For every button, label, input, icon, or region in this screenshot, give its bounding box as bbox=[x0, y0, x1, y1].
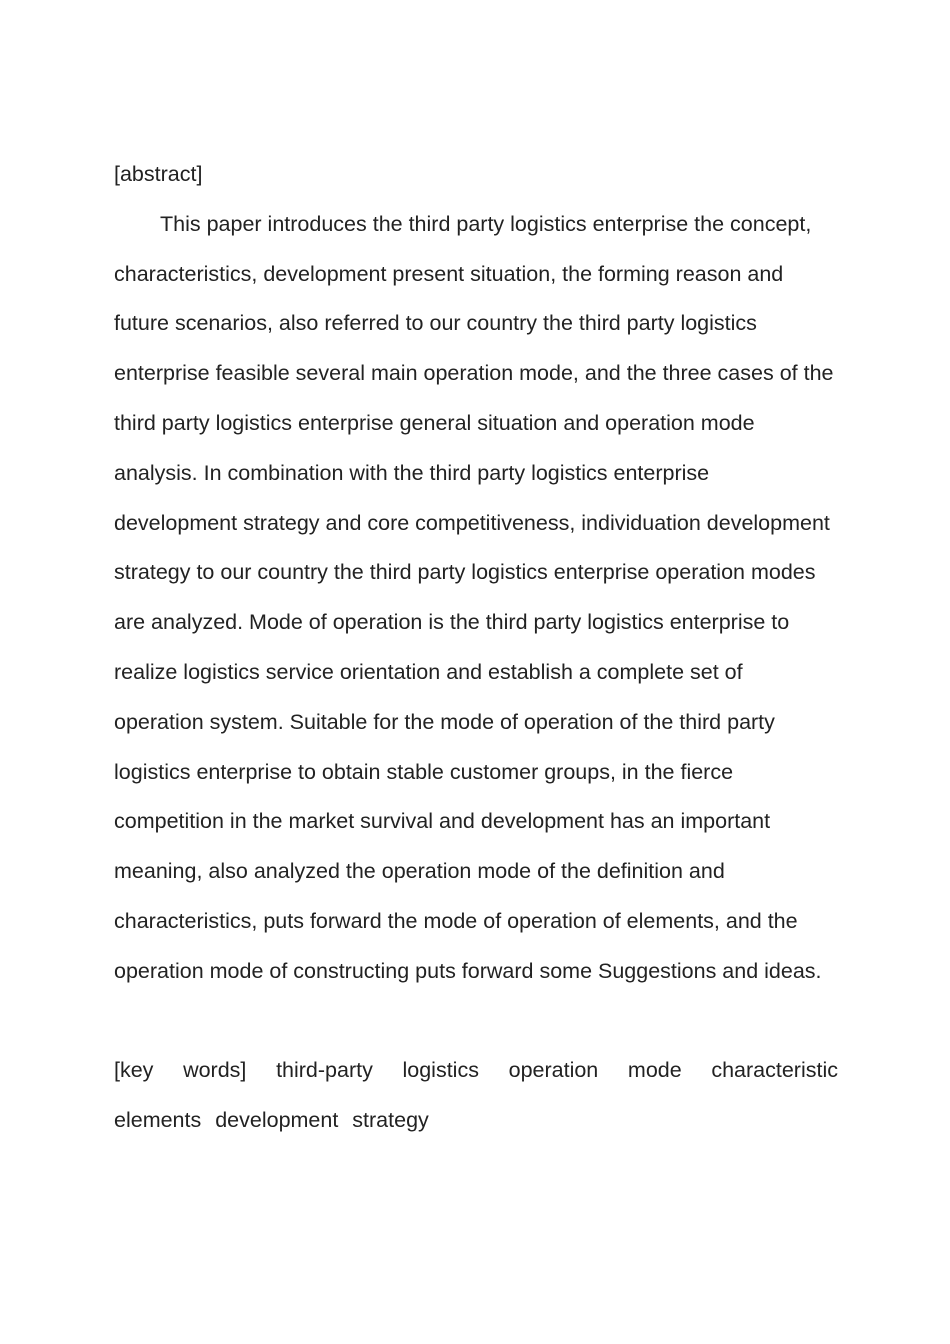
keywords-text: third-party logistics operation mode characteristic elements development strategy bbox=[114, 1058, 838, 1133]
abstract-heading: [abstract] bbox=[114, 162, 203, 186]
keywords-label: [key words] bbox=[114, 1058, 247, 1083]
keywords-paragraph bbox=[114, 1046, 838, 1146]
abstract-section bbox=[114, 150, 838, 1146]
abstract-text: This paper introduces the third party logistics enterprise the concept, characteristics, development present situation, the forming reason and future scenarios, also referred to our country the third party logistics enterprise feasible several main operation mode, and the three cases of the third party logistics enterprise general situation and operation mode analysis. In combination with the third party logistics enterprise development strategy and core competitiveness, individuation development strategy to our country the third party logistics enterprise operation modes are analyzed. Mode of operation is the third party logistics enterprise to realize logistics service orientation and establish a complete set of operation system. Suitable for the mode of operation of the third party logistics enterprise to obtain stable customer groups, in the fierce competition in the market survival and development has an important meaning, also analyzed the operation mode of the definition and characteristics, puts forward the mode of operation of elements, and the operation mode of constructing puts forward some Suggestions and ideas. bbox=[114, 211, 834, 983]
